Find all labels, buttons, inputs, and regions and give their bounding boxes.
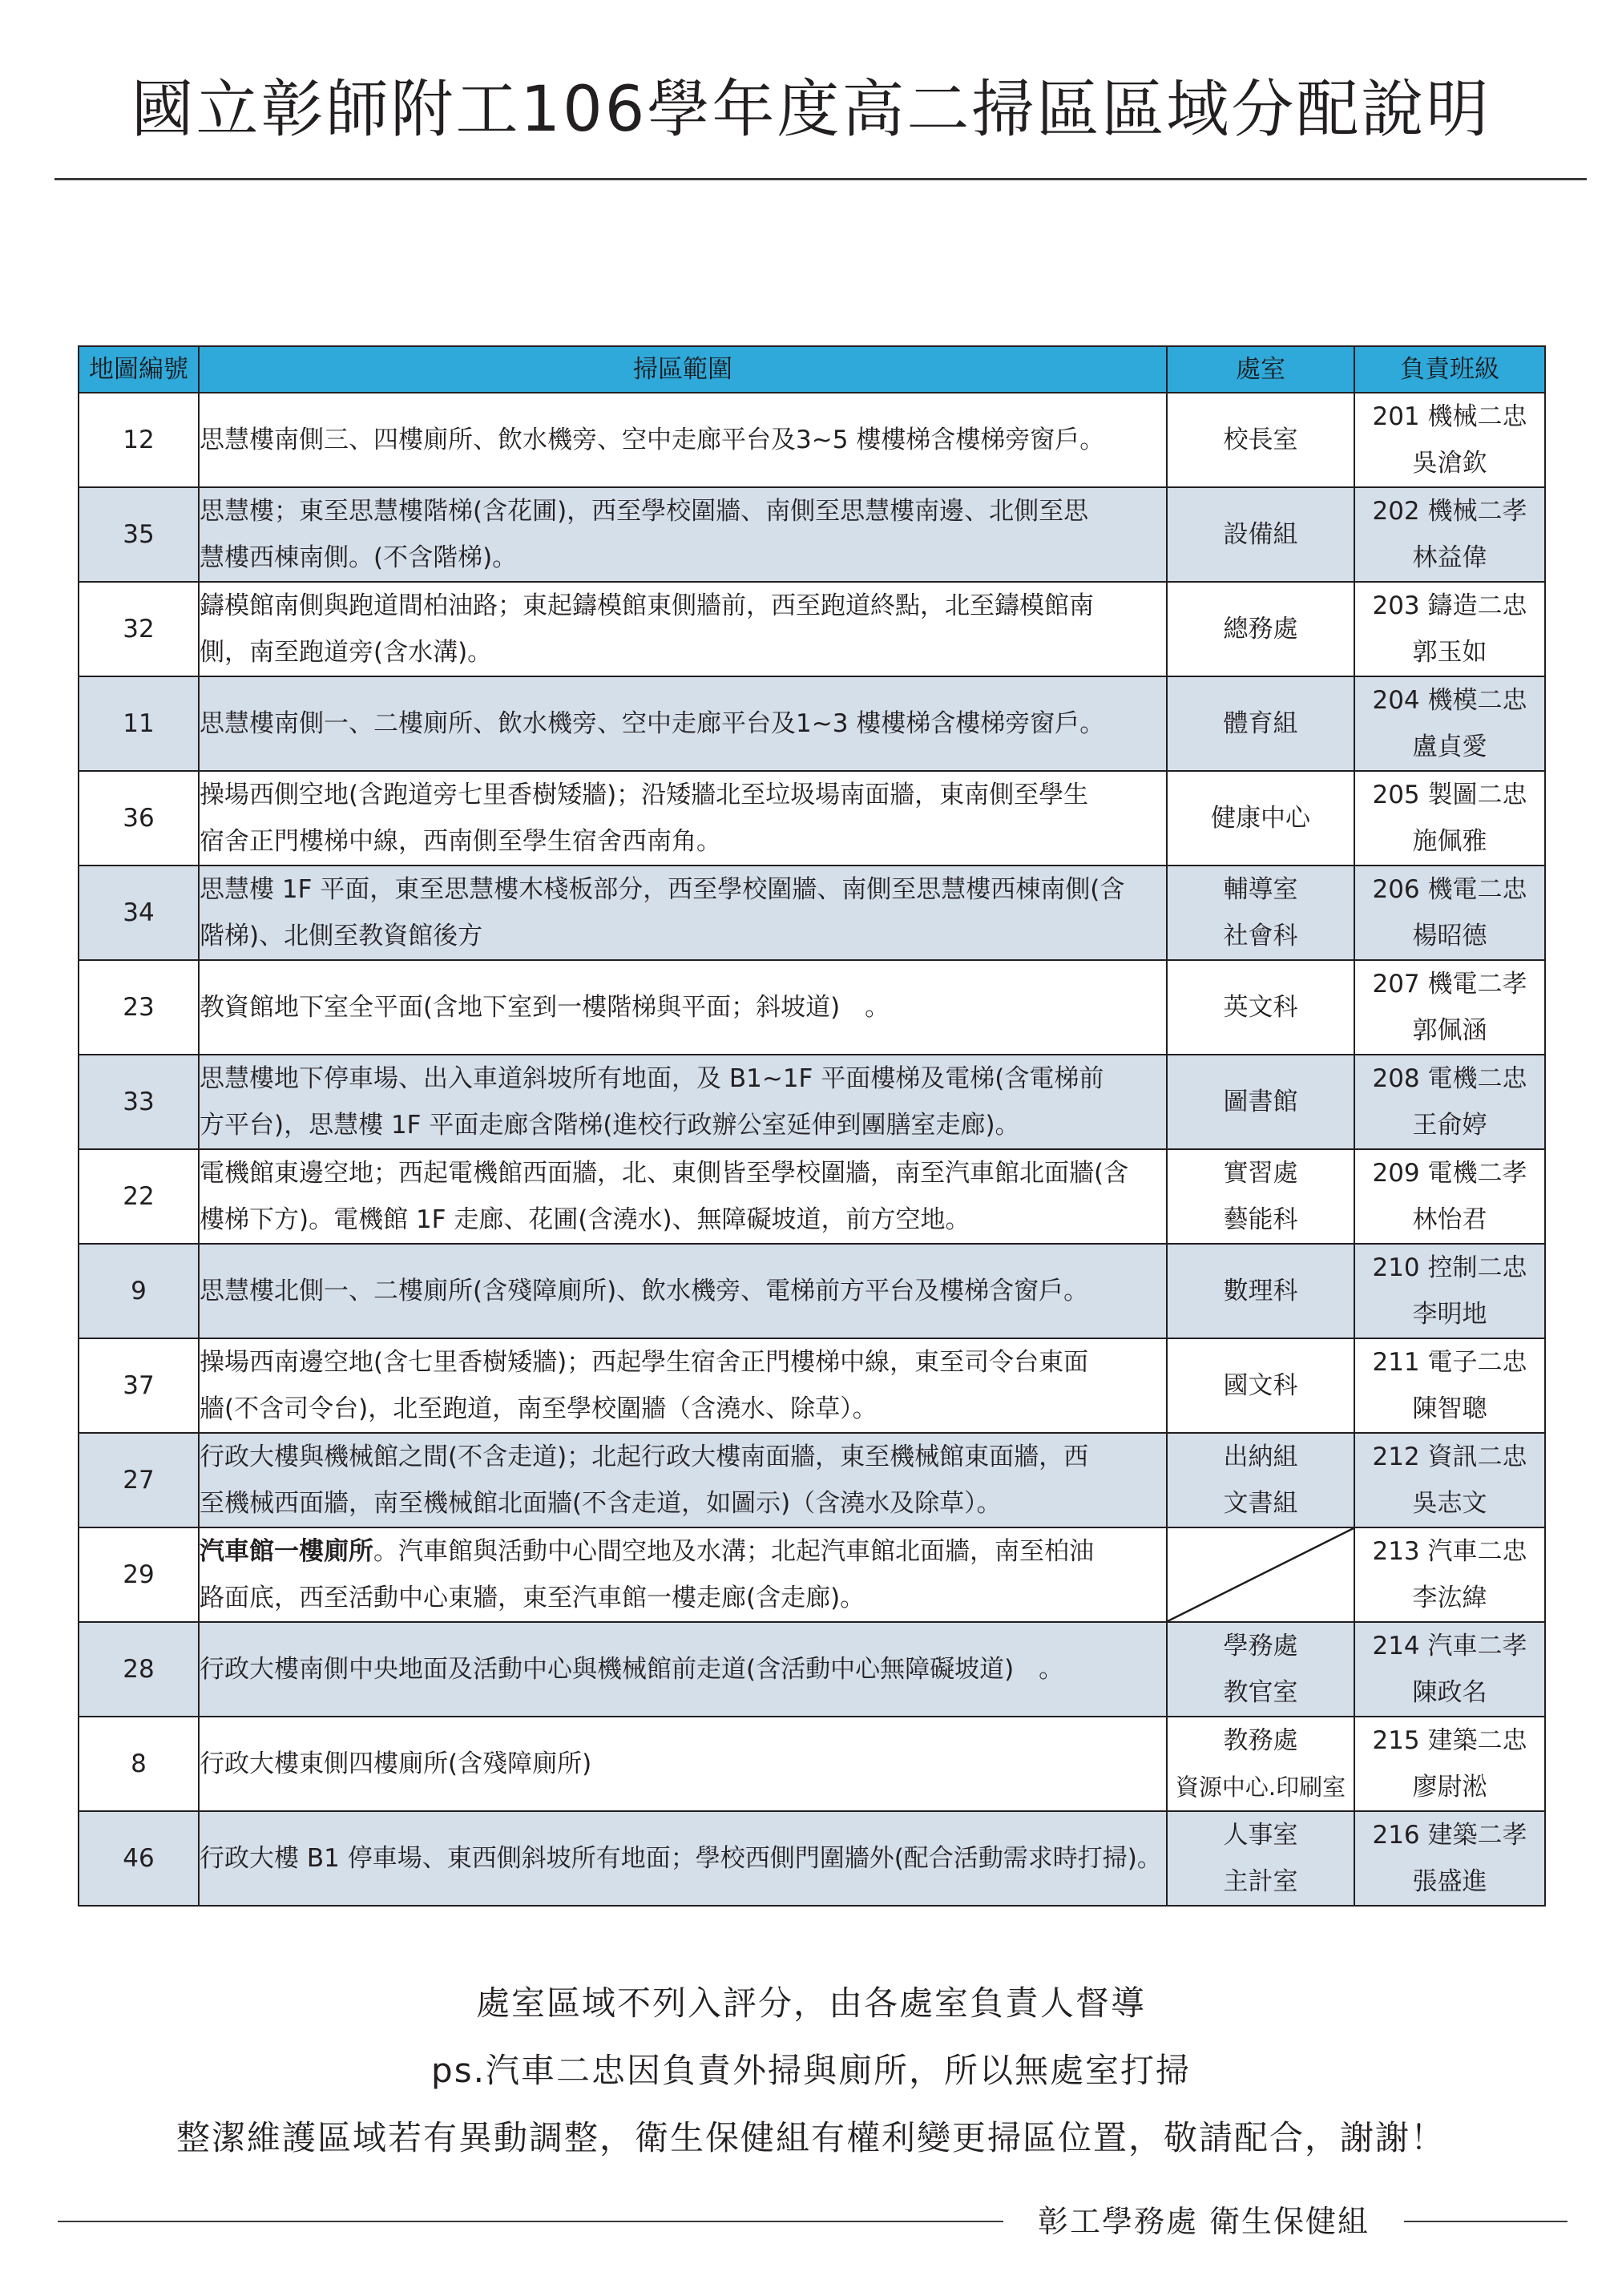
- class-cell: [1354, 1433, 1545, 1527]
- class-name: 209 電機二孝: [1372, 1159, 1527, 1188]
- class-name: 204 機模二忠: [1372, 686, 1527, 715]
- office-name: 出納組: [1223, 1443, 1298, 1471]
- class-name: 205 製圖二忠: [1372, 781, 1527, 809]
- office-name: 社會科: [1223, 922, 1298, 950]
- teacher-name: 施佩雅: [1412, 827, 1487, 856]
- class-cell: [1354, 676, 1545, 771]
- table-row: [79, 866, 1545, 960]
- map-number-cell: 32: [79, 582, 199, 676]
- office-name: 輔導室: [1223, 875, 1298, 904]
- table-header-row: [79, 346, 1545, 393]
- area-scope-line: 側，南至跑道旁(含水溝)。: [200, 638, 493, 667]
- class-cell: [1354, 1811, 1545, 1906]
- area-scope-line: 鑄模館南側與跑道間柏油路；東起鑄模館東側牆前，西至跑道終點，北至鑄模館南: [200, 591, 1094, 620]
- class-name: 216 建築二孝: [1372, 1821, 1527, 1850]
- area-scope-cell: [199, 1433, 1167, 1527]
- class-cell: [1354, 1149, 1545, 1244]
- area-scope-line: 宿舍正門樓梯中線，西南側至學生宿舍西南角。: [200, 827, 721, 856]
- office-cell: [1167, 1433, 1354, 1527]
- area-scope-line: [200, 1528, 1166, 1575]
- office-name: 實習處: [1223, 1159, 1298, 1188]
- header-map-number: 地圖編號: [79, 346, 199, 393]
- area-scope-cell: [199, 676, 1167, 771]
- teacher-name: 廖尉淞: [1412, 1773, 1487, 1802]
- class-name: 212 資訊二忠: [1372, 1443, 1527, 1471]
- class-name: 203 鑄造二忠: [1372, 591, 1527, 620]
- table-row: [79, 1527, 1545, 1622]
- teacher-name: 李汯緯: [1412, 1584, 1487, 1612]
- office-name: 健康中心: [1211, 804, 1310, 833]
- table-row: [79, 1055, 1545, 1149]
- class-cell: [1354, 393, 1545, 487]
- table-row: [79, 676, 1545, 771]
- map-number-cell: 29: [79, 1527, 199, 1622]
- class-name: 202 機械二孝: [1372, 497, 1527, 526]
- header-area-scope: 掃區範圍: [199, 346, 1167, 393]
- area-scope-line: 思慧樓北側一、二樓廁所(含殘障廁所)、飲水機旁、電梯前方平台及樓梯含窗戶。: [200, 1277, 1089, 1305]
- class-name: 214 汽車二孝: [1372, 1632, 1527, 1660]
- area-scope-line: 操場西南邊空地(含七里香樹矮牆)；西起學生宿舍正門樓梯中線，東至司令台東面: [200, 1348, 1089, 1377]
- area-scope-cell: [199, 960, 1167, 1055]
- office-cell-empty-diagonal: [1167, 1527, 1354, 1622]
- area-scope-line: 牆(不含司令台)，北至跑道，南至學校圍牆（含澆水、除草）。: [200, 1394, 878, 1423]
- area-scope-line: 方平台)，思慧樓 1F 平面走廊含階梯(進校行政辦公室延伸到團膳室走廊)。: [200, 1111, 1020, 1140]
- map-number-cell: 35: [79, 487, 199, 582]
- area-scope-cell: [199, 1338, 1167, 1433]
- office-cell: [1167, 676, 1354, 771]
- area-scope-line: 教資館地下室全平面(含地下室到一樓階梯與平面；斜坡道) 。: [200, 993, 890, 1022]
- map-number-cell: 8: [79, 1717, 199, 1811]
- footer-signature: 彰工學務處 衛生保健組: [1037, 2204, 1370, 2239]
- office-name: 設備組: [1223, 520, 1298, 549]
- class-name: 213 汽車二忠: [1372, 1537, 1527, 1566]
- table-row: [79, 1244, 1545, 1338]
- title-divider: [54, 178, 1587, 180]
- class-cell: [1354, 1055, 1545, 1149]
- office-cell: [1167, 1717, 1354, 1811]
- area-scope-text: 。汽車館與活動中心間空地及水溝；北起汽車館北面牆，南至柏油: [373, 1537, 1094, 1566]
- table-row: [79, 1622, 1545, 1717]
- class-cell: [1354, 866, 1545, 960]
- area-scope-line: 思慧樓南側一、二樓廁所、飲水機旁、空中走廊平台及1~3 樓樓梯含樓梯旁窗戶。: [200, 709, 1105, 738]
- area-scope-line: 行政大樓 B1 停車場、東西側斜坡所有地面；學校西側門圍牆外(配合活動需求時打掃)。: [200, 1844, 1162, 1873]
- class-name: 206 機電二忠: [1372, 875, 1527, 904]
- area-scope-line: 行政大樓與機械館之間(不含走道)；北起行政大樓南面牆，東至機械館東面牆，西: [200, 1443, 1089, 1471]
- area-scope-cell: [199, 1811, 1167, 1906]
- note-line: ps.汽車二忠因負責外掃與廁所，所以無處室打掃: [431, 2051, 1191, 2090]
- class-cell: [1354, 1622, 1545, 1717]
- office-name: 國文科: [1223, 1371, 1298, 1400]
- office-cell: [1167, 1338, 1354, 1433]
- area-scope-line: 行政大樓南側中央地面及活動中心與機械館前走道(含活動中心無障礙坡道) 。: [200, 1655, 1064, 1684]
- area-scope-cell: [199, 487, 1167, 582]
- table-row: [79, 960, 1545, 1055]
- area-scope-line: 思慧樓南側三、四樓廁所、飲水機旁、空中走廊平台及3~5 樓樓梯含樓梯旁窗戶。: [200, 426, 1105, 454]
- office-name: 圖書館: [1223, 1087, 1298, 1116]
- note-line: 整潔維護區域若有異動調整，衛生保健組有權利變更掃區位置，敬請配合，謝謝！: [176, 2118, 1446, 2157]
- teacher-name: 吳志文: [1412, 1489, 1487, 1518]
- area-scope-line: 至機械西面牆，南至機械館北面牆(不含走道，如圖示)（含澆水及除草）。: [200, 1489, 1002, 1518]
- area-scope-cell: [199, 771, 1167, 866]
- area-scope-cell: [199, 582, 1167, 676]
- teacher-name: 陳智聰: [1412, 1394, 1487, 1423]
- office-name: 人事室: [1223, 1821, 1298, 1850]
- area-scope-cell: [199, 1149, 1167, 1244]
- office-cell: [1167, 1055, 1354, 1149]
- table-row: [79, 487, 1545, 582]
- office-name: 總務處: [1223, 615, 1298, 644]
- office-name: 主計室: [1223, 1867, 1298, 1896]
- table-row: [79, 771, 1545, 866]
- area-scope-line: 路面底，西至活動中心東牆，東至汽車館一樓走廊(含走廊)。: [200, 1584, 865, 1612]
- table-row: [79, 1338, 1545, 1433]
- teacher-name: 林怡君: [1412, 1205, 1487, 1234]
- class-name: 215 建築二忠: [1372, 1726, 1527, 1755]
- office-cell: [1167, 1622, 1354, 1717]
- teacher-name: 郭玉如: [1412, 638, 1487, 667]
- class-cell: [1354, 771, 1545, 866]
- area-scope-line: 思慧樓地下停車場、出入車道斜坡所有地面，及 B1~1F 平面樓梯及電梯(含電梯前: [200, 1064, 1104, 1093]
- office-cell: [1167, 771, 1354, 866]
- teacher-name: 王俞婷: [1412, 1111, 1487, 1140]
- table-row: [79, 1433, 1545, 1527]
- class-cell: [1354, 1717, 1545, 1811]
- map-number-cell: 36: [79, 771, 199, 866]
- map-number-cell: 22: [79, 1149, 199, 1244]
- note-line: 處室區域不列入評分，由各處室負責人督導: [475, 1983, 1146, 2023]
- teacher-name: 盧貞愛: [1412, 732, 1487, 761]
- office-name: 學務處: [1223, 1632, 1298, 1660]
- page-title: 國立彰師附工106學年度高二掃區區域分配說明: [131, 74, 1491, 146]
- office-cell: [1167, 1149, 1354, 1244]
- map-number-cell: 46: [79, 1811, 199, 1906]
- office-name: 數理科: [1223, 1277, 1298, 1305]
- area-scope-cell: [199, 1527, 1167, 1622]
- area-scope-cell: [199, 393, 1167, 487]
- office-name: 文書組: [1223, 1489, 1298, 1518]
- area-scope-line: 樓梯下方)。電機館 1F 走廊、花圃(含澆水)、無障礙坡道，前方空地。: [200, 1205, 970, 1234]
- office-cell: [1167, 1244, 1354, 1338]
- office-name: 英文科: [1223, 993, 1298, 1022]
- teacher-name: 林益偉: [1412, 543, 1487, 572]
- office-name: 資源中心.印刷室: [1175, 1773, 1346, 1801]
- table-row: [79, 1149, 1545, 1244]
- area-scope-line: 思慧樓；東至思慧樓階梯(含花圃)，西至學校圍牆、南側至思慧樓南邊、北側至思: [200, 497, 1089, 526]
- office-name: 校長室: [1223, 426, 1298, 454]
- map-number-cell: 23: [79, 960, 199, 1055]
- class-cell: [1354, 1338, 1545, 1433]
- map-number-cell: 27: [79, 1433, 199, 1527]
- area-scope-line: 操場西側空地(含跑道旁七里香樹矮牆)；沿矮牆北至垃圾場南面牆，東南側至學生: [200, 781, 1089, 809]
- class-cell: [1354, 960, 1545, 1055]
- class-cell: [1354, 1527, 1545, 1622]
- area-scope-line: 階梯)、北側至教資館後方: [200, 922, 483, 950]
- area-scope-cell: [199, 1717, 1167, 1811]
- office-cell: [1167, 582, 1354, 676]
- office-cell: [1167, 866, 1354, 960]
- area-scope-line: 思慧樓 1F 平面，東至思慧樓木棧板部分，西至學校圍牆、南側至思慧樓西棟南側(含: [200, 875, 1125, 904]
- map-number-cell: 28: [79, 1622, 199, 1717]
- footer-divider-left: [58, 2221, 1003, 2222]
- area-scope-emphasis: 汽車館一樓廁所: [200, 1537, 373, 1566]
- teacher-name: 張盛進: [1412, 1867, 1487, 1896]
- class-name: 211 電子二忠: [1372, 1348, 1527, 1377]
- office-cell: [1167, 487, 1354, 582]
- area-scope-cell: [199, 1244, 1167, 1338]
- area-scope-cell: [199, 1622, 1167, 1717]
- class-name: 201 機械二忠: [1372, 402, 1527, 431]
- office-cell: [1167, 960, 1354, 1055]
- map-number-cell: 12: [79, 393, 199, 487]
- map-number-cell: 9: [79, 1244, 199, 1338]
- cleaning-area-table: [78, 345, 1546, 1907]
- area-scope-line: 慧樓西棟南側。(不含階梯)。: [200, 543, 518, 572]
- table-body: [79, 393, 1545, 1906]
- office-name: 教務處: [1223, 1726, 1298, 1755]
- teacher-name: 李明地: [1412, 1300, 1487, 1329]
- office-name: 教官室: [1223, 1678, 1298, 1707]
- office-cell: [1167, 393, 1354, 487]
- table-row: [79, 582, 1545, 676]
- table-row: [79, 1811, 1545, 1906]
- class-cell: [1354, 487, 1545, 582]
- class-cell: [1354, 582, 1545, 676]
- map-number-cell: 37: [79, 1338, 199, 1433]
- notes: [0, 1970, 1622, 2172]
- class-name: 208 電機二忠: [1372, 1064, 1527, 1093]
- teacher-name: 陳政名: [1412, 1678, 1487, 1707]
- teacher-name: 吳滄欽: [1412, 449, 1487, 478]
- teacher-name: 郭佩涵: [1412, 1016, 1487, 1045]
- office-cell: [1167, 1811, 1354, 1906]
- header-office: 處室: [1167, 346, 1354, 393]
- office-name: 體育組: [1223, 709, 1298, 738]
- footer-divider-right: [1404, 2221, 1568, 2222]
- map-number-cell: 34: [79, 866, 199, 960]
- office-name: 藝能科: [1223, 1205, 1298, 1234]
- area-scope-line: 電機館東邊空地；西起電機館西面牆，北、東側皆至學校圍牆，南至汽車館北面牆(含: [200, 1159, 1129, 1188]
- area-scope-line: 行政大樓東側四樓廁所(含殘障廁所): [200, 1749, 592, 1778]
- class-name: 207 機電二孝: [1372, 970, 1527, 999]
- class-cell: [1354, 1244, 1545, 1338]
- map-number-cell: 33: [79, 1055, 199, 1149]
- header-class: 負責班級: [1354, 346, 1545, 393]
- map-number-cell: 11: [79, 676, 199, 771]
- table-row: [79, 393, 1545, 487]
- class-name: 210 控制二忠: [1372, 1253, 1527, 1282]
- table-row: [79, 1717, 1545, 1811]
- area-scope-cell: [199, 1055, 1167, 1149]
- area-scope-cell: [199, 866, 1167, 960]
- teacher-name: 楊昭德: [1412, 922, 1487, 950]
